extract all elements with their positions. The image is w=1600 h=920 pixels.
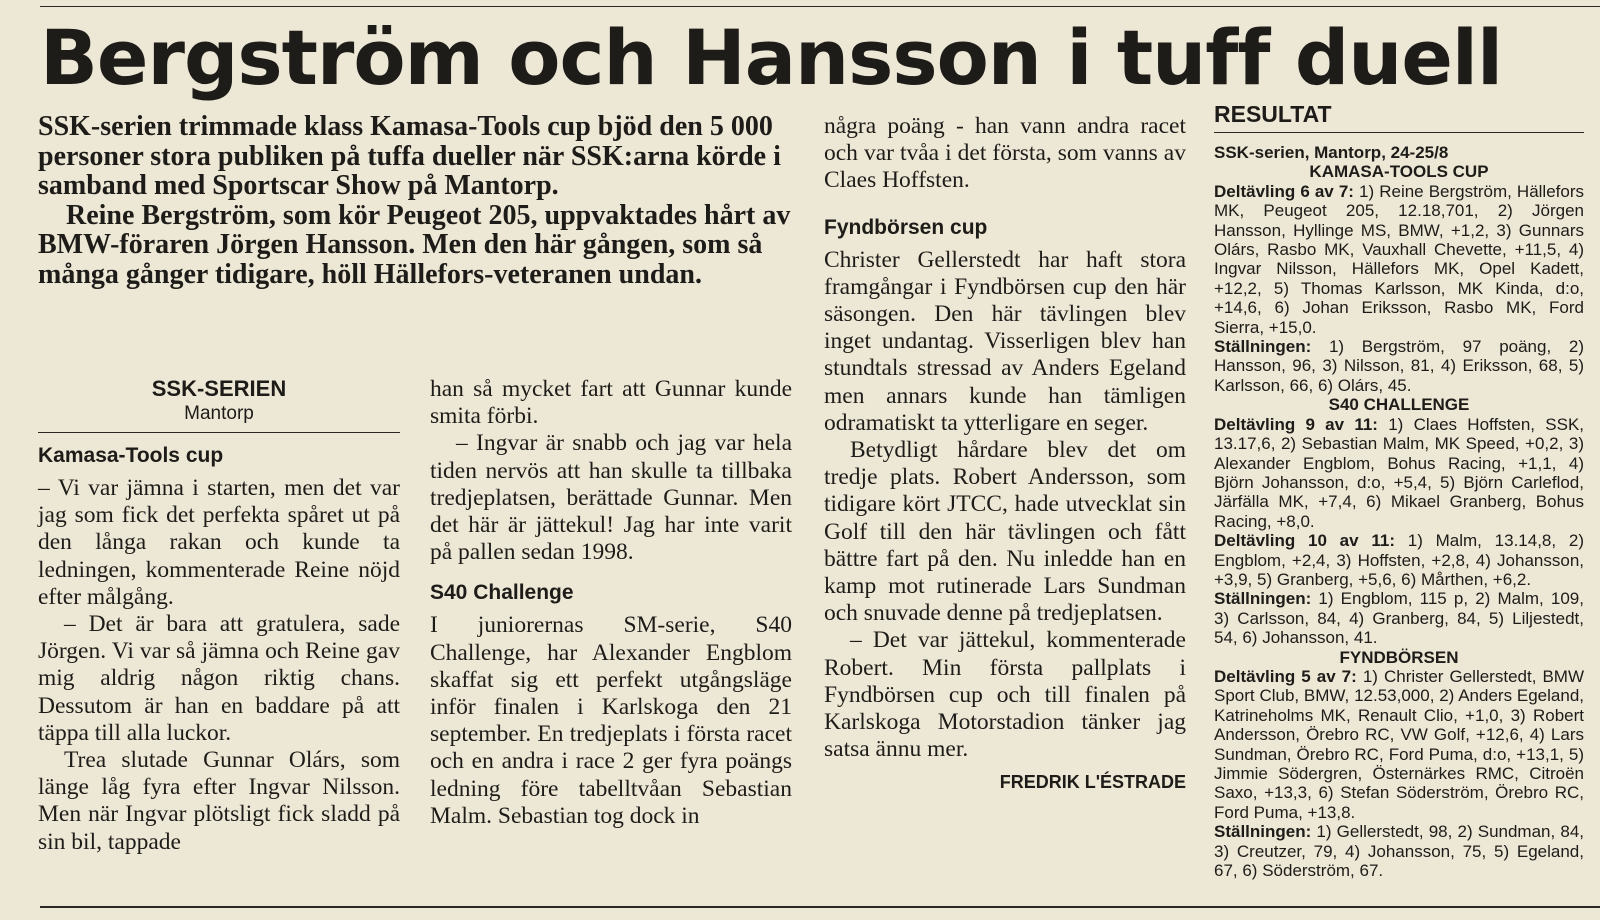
results-text: 1) Gellerstedt, 98, 2) Sundman, 84, 3) Creutzer, 79, 4) Johansson, 75, 5) Egeland, 67, 6) Söderström, 67. (1214, 822, 1584, 881)
body-paragraph: – Det är bara att gratulera, sade Jörgen. Vi var så jämna och Reine gav mig aldrig någon riktig chans. Dessutom är han en baddare på att täppa till alla luckor. (38, 611, 400, 746)
results-label: Ställningen: (1214, 822, 1312, 842)
results-label: Ställningen: (1214, 337, 1312, 357)
bottom-rule (40, 906, 1600, 908)
body-paragraph: Christer Gellerstedt har haft stora framgångar i Fyndbörsen cup den här säsongen. Den här tävlingen blev inget undantag. Visserligen blev han stundtals stressad av Anders Egeland men annars kunde han tämligen odramatiskt ta ytterligare en seger. (824, 246, 1186, 436)
top-rule (40, 6, 1600, 7)
results-category: FYNDBÖRSEN (1339, 647, 1459, 667)
section-label-title: SSK-SERIEN (151, 376, 287, 401)
body-paragraph: – Ingvar är snabb och jag var hela tiden nervös att han skulle ta tillbaka tredjeplatsen, berättade Gunnar. Men det här är jättekul! Jag har inte varit på pallen sedan 1998. (430, 430, 792, 566)
results-label: Deltävling 9 av 11: (1214, 414, 1378, 434)
body-paragraph: några poäng - han vann andra racet och var tvåa i det första, som vanns av Claes Hoffsten. (824, 113, 1186, 194)
lead-text-2: Reine Bergström, som kör Peugeot 205, uppvaktades hårt av BMW-föraren Jörgen Hansson. Men den här gången, som så många gånger tidigare, höll Hällefors-veteranen undan. (38, 199, 791, 290)
body-paragraph: – Vi var jämna i starten, men det var jag som fick det perfekta spåret ut på den långa rakan och kunde ta ledningen, kommenterade Reine nöjd efter målgång. (38, 475, 400, 610)
headline: Bergström och Hansson i tuff duell (40, 13, 1503, 102)
results-series: SSK-serien, Mantorp, 24-25/8 (1214, 143, 1449, 162)
results-entry (1214, 589, 1584, 647)
results-text: 1) Christer Gellerstedt, BMW Sport Club, BMW, 12.53,000, 2) Anders Egeland, Katrineholms MK, Renault Clio, +1,0, 3) Robert Andersson, Örebro RC, VW Golf, +12,6, 4) Lars Sundman, Örebro RC, Ford Puma, d:o, +13,1, 5) Jimmie Södergren, Östernärkes RMC, Citroën Saxo, +13,3, 6) Stefan Söderström, Örebro RC, Ford Puma, +13,8. (1214, 666, 1584, 822)
body-paragraph: Trea slutade Gunnar Olárs, som länge låg fyra efter Ingvar Nilsson. Men när Ingvar plötsligt fick sladd på sin bil, tappade (38, 747, 400, 855)
body-paragraph: han så mycket fart att Gunnar kunde smita förbi. (430, 376, 792, 430)
results-label: Deltävling 5 av 7: (1214, 666, 1357, 686)
results-label: Ställningen: (1214, 589, 1312, 609)
article-column-2 (430, 376, 792, 830)
subhead-kamasa: Kamasa-Tools cup (38, 444, 224, 467)
results-label: Deltävling 10 av 11: (1214, 531, 1395, 551)
results-entry (1214, 667, 1584, 822)
results-entry (1214, 337, 1584, 395)
results-text: 1) Engblom, 115 p, 2) Malm, 109, 3) Carlsson, 84, 4) Granberg, 84, 5) Liljestedt, 54, 6) Johansson, 41. (1214, 589, 1584, 648)
results-text: 1) Reine Bergström, Hällefors MK, Peugeot 205, 12.18,701, 2) Jörgen Hansson, Hyllinge MS, BMW, +1,2, 3) Gunnars Olárs, Rasbo MK, Vauxhall Chevette, +11,5, 4) Ingvar Nilsson, Hällefors MK, Opel Kadett, +12,2, 5) Thomas Karlsson, MK Kinda, d:o, +14,6, 6) Johan Eriksson, Rasbo MK, Ford Sierra, +15,0. (1214, 181, 1585, 337)
results-box (1214, 100, 1584, 880)
results-label: Deltävling 6 av 7: (1214, 181, 1354, 201)
lead-text-1: SSK-serien trimmade klass Kamasa-Tools cup bjöd den 5 000 personer stora publiken på tuffa dueller när SSK:arna körde i samband med Sportscar Show på Mantorp. (38, 111, 781, 201)
body-paragraph: – Det var jättekul, kommenterade Robert. Min första pallplats i Fyndbörsen cup och till finalen på Karlskoga Motorstadion tänker jag satsa ännu mer. (824, 627, 1186, 763)
section-label-place: Mantorp (38, 402, 400, 433)
results-text: 1) Malm, 13.14,8, 2) Engblom, +2,4, 3) Hoffsten, +2,8, 4) Johansson, +3,9, 5) Granberg, +5,6, 6) Mårthen, +6,2. (1214, 531, 1584, 589)
article-column-1 (38, 376, 400, 856)
results-text: 1) Bergström, 97 poäng, 2) Hansson, 96, 3) Nilsson, 81, 4) Eriksson, 68, 5) Karlsson, 66, 6) Olárs, 45. (1214, 337, 1584, 395)
body-paragraph: I juniorernas SM-serie, S40 Challenge, har Alexander Engblom skaffat sig ett perfekt utgångsläge inför finalen i Karlskoga den 21 september. En tredjeplats i första racet och en andra i race 2 ger fyra poängs ledning före tabelltvåan Sebastian Malm. Sebastian tog dock in (430, 612, 792, 829)
results-category: KAMASA-TOOLS CUP (1309, 162, 1489, 182)
body-paragraph: Betydligt hårdare blev det om tredje plats. Robert Andersson, som tidigare kört JTCC, hade utvecklat sin Golf till den här tävlingen och fått bättre fart på den. Nu inledde han en kamp mot rutinerade Lars Sundman och snuvade denne på tredjeplatsen. (824, 437, 1186, 627)
subhead-s40: S40 Challenge (430, 581, 574, 605)
results-text: 1) Claes Hoffsten, SSK, 13.17,6, 2) Sebastian Malm, MK Speed, +0,2, 3) Alexander Engblom, Bohus Racing, +1,1, 4) Björn Johansson, d:o, +5,4, 5) Björn Carleflod, Järfälla MK, +7,4, 6) Mikael Granberg, Bohus Racing, +8,0. (1214, 414, 1585, 531)
results-title: RESULTAT (1214, 100, 1584, 133)
lead-paragraph (38, 112, 808, 289)
results-entry (1214, 531, 1584, 589)
article-column-3 (824, 113, 1186, 797)
byline: FREDRIK L'ÉSTRADE (999, 772, 1186, 793)
results-entry (1214, 415, 1584, 531)
results-entry (1214, 822, 1584, 880)
subhead-fyndborsen: Fyndbörsen cup (824, 215, 988, 239)
results-category: S40 CHALLENGE (1328, 395, 1470, 415)
results-entry (1214, 182, 1584, 337)
